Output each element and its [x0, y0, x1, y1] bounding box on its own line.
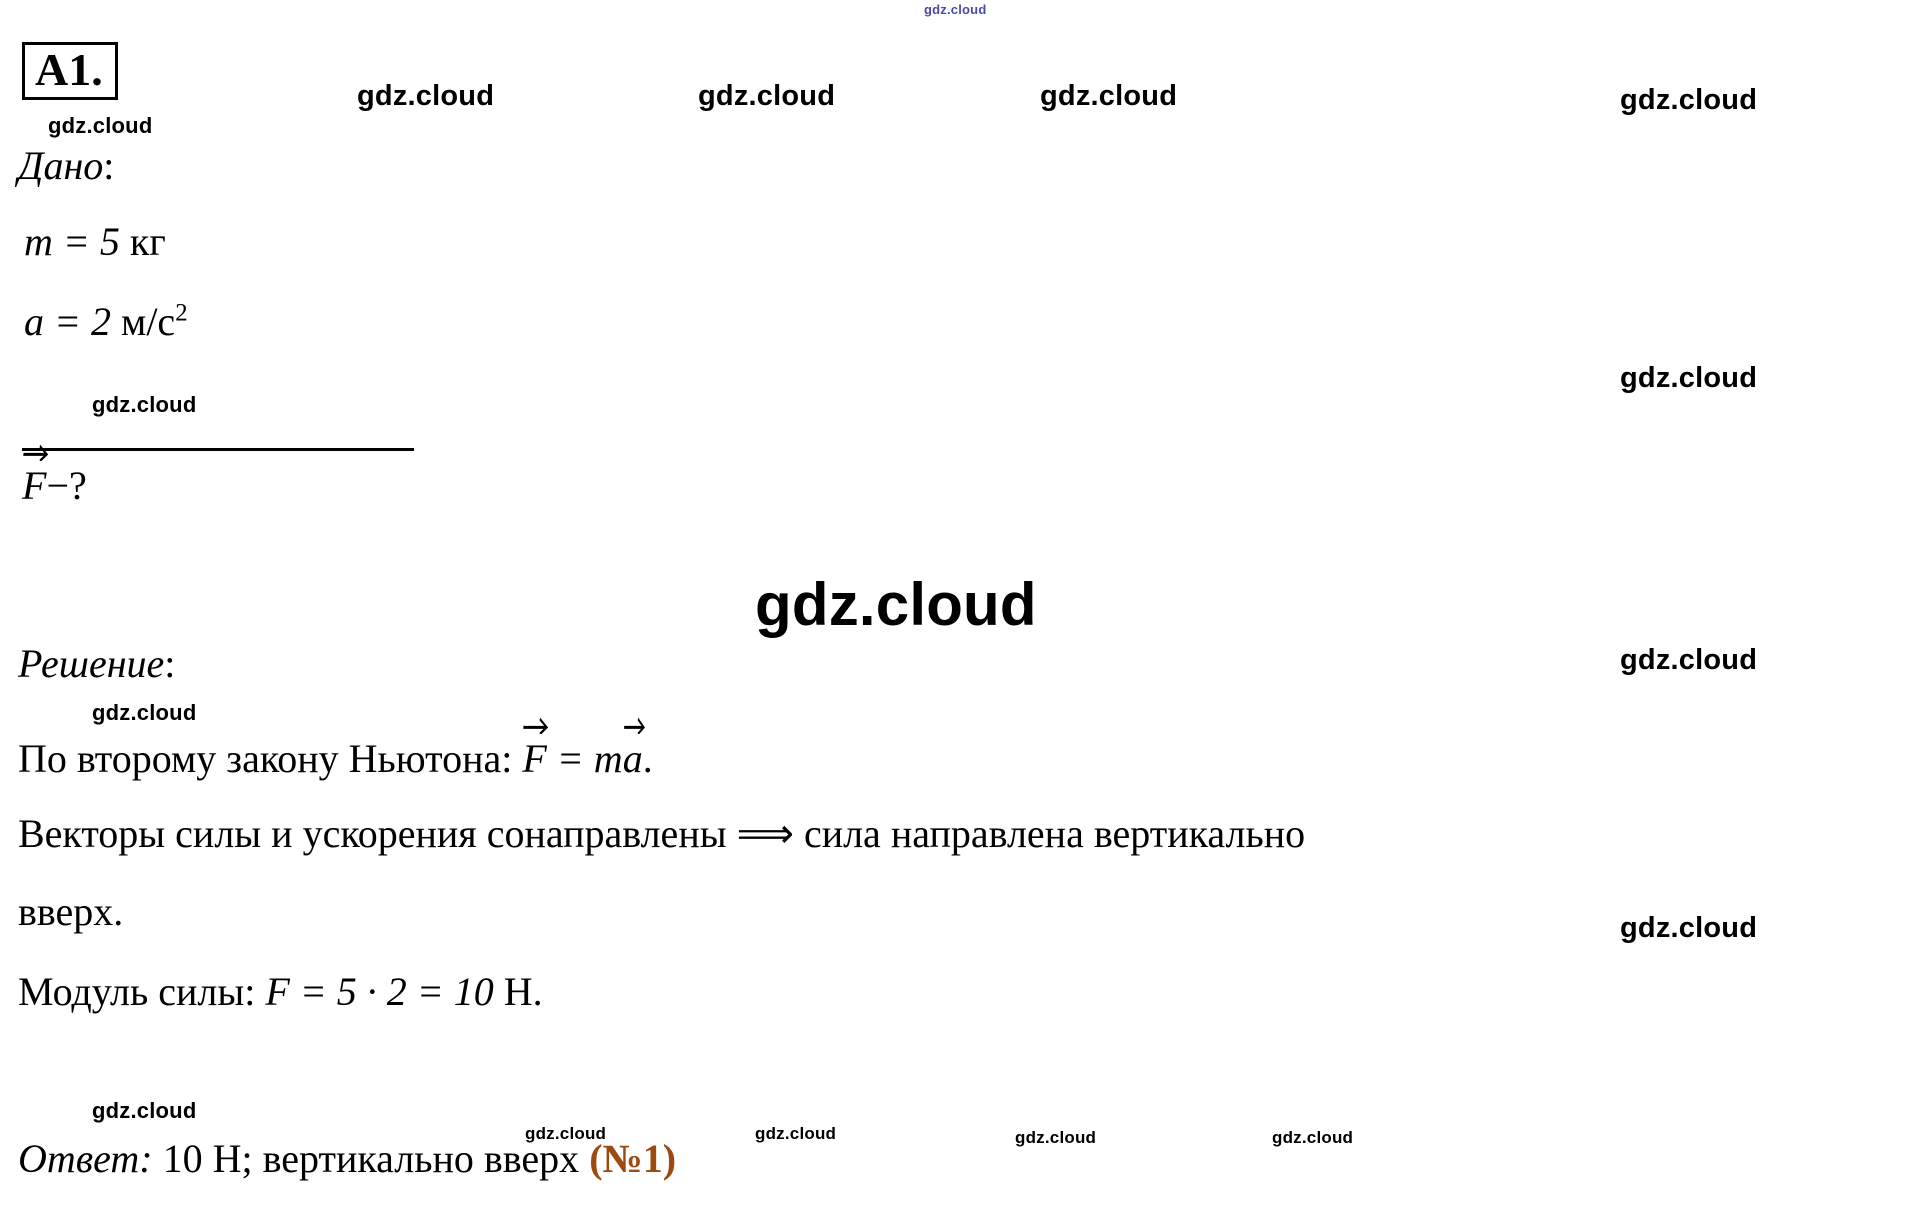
vector-arrow-icon: [522, 714, 549, 734]
find-question: −?: [46, 463, 87, 508]
watermark: gdz.cloud: [92, 392, 197, 417]
newton-force-vector: [522, 735, 546, 782]
mass-variable: m: [24, 219, 53, 264]
newton-law-prefix: По второму закону Ньютона:: [18, 736, 523, 781]
find-line: [22, 462, 87, 509]
watermark: gdz.cloud: [1272, 1128, 1354, 1147]
solution-colon: :: [164, 641, 176, 686]
watermark: gdz.cloud: [357, 80, 495, 112]
vectors-paragraph-line1: Векторы силы и ускорения сонаправлены ⟹ сила направлена вертикально: [18, 811, 1306, 856]
modulus-variable: F: [265, 969, 290, 1014]
newton-law-paragraph: [18, 735, 653, 782]
modulus-prefix: Модуль силы:: [18, 969, 266, 1014]
find-force-symbol: F: [22, 463, 47, 508]
watermark: gdz.cloud: [48, 113, 153, 138]
watermark: gdz.cloud: [1620, 362, 1758, 394]
watermark: gdz.cloud: [924, 2, 987, 17]
modulus-equation: = 5 · 2 = 10: [289, 969, 504, 1014]
watermark: gdz.cloud: [1620, 912, 1758, 944]
watermark: gdz.cloud: [92, 1098, 197, 1123]
vector-arrow-icon: [623, 714, 646, 734]
answer-line: [18, 1135, 676, 1182]
mass-unit: кг: [129, 219, 166, 264]
acceleration-exponent: 2: [175, 299, 188, 327]
newton-equation: = m: [546, 736, 623, 781]
given-colon: :: [103, 143, 115, 188]
newton-force-symbol: F: [522, 736, 547, 781]
watermark: gdz.cloud: [755, 1124, 837, 1143]
newton-acceleration-vector: [623, 735, 643, 782]
acceleration-unit: м/с: [121, 299, 176, 344]
mass-equation: = 5: [52, 219, 130, 264]
modulus-paragraph: [18, 968, 543, 1015]
given-divider: [22, 448, 414, 451]
given-acceleration: [24, 298, 188, 345]
watermark: gdz.cloud: [1015, 1128, 1097, 1147]
answer-number-badge: (№1): [589, 1136, 677, 1181]
solution-label: [18, 640, 175, 687]
watermark: gdz.cloud: [1040, 80, 1178, 112]
vectors-paragraph-line2: вверх.: [18, 889, 124, 934]
find-force-vector: [22, 462, 46, 509]
watermark: gdz.cloud: [92, 700, 197, 725]
answer-value: 10 Н; вертикально вверх: [152, 1136, 590, 1181]
watermark-large: gdz.cloud: [755, 571, 1037, 638]
acceleration-equation: = 2: [44, 299, 121, 344]
newton-acceleration-symbol: a: [622, 736, 643, 781]
watermark: gdz.cloud: [1620, 644, 1758, 676]
newton-period: .: [642, 736, 653, 781]
vector-arrow-icon: [22, 441, 49, 461]
answer-label: Ответ:: [18, 1136, 153, 1181]
modulus-unit: Н.: [503, 969, 543, 1014]
watermark: gdz.cloud: [698, 80, 836, 112]
task-number-box: A1.: [22, 42, 118, 100]
given-label: [18, 142, 114, 189]
acceleration-variable: a: [24, 299, 44, 344]
watermark: gdz.cloud: [525, 1124, 607, 1143]
solution-label-text: Решение: [18, 641, 165, 686]
given-label-text: Дано: [18, 143, 104, 188]
watermark: gdz.cloud: [1620, 84, 1758, 116]
given-mass: [24, 218, 166, 265]
